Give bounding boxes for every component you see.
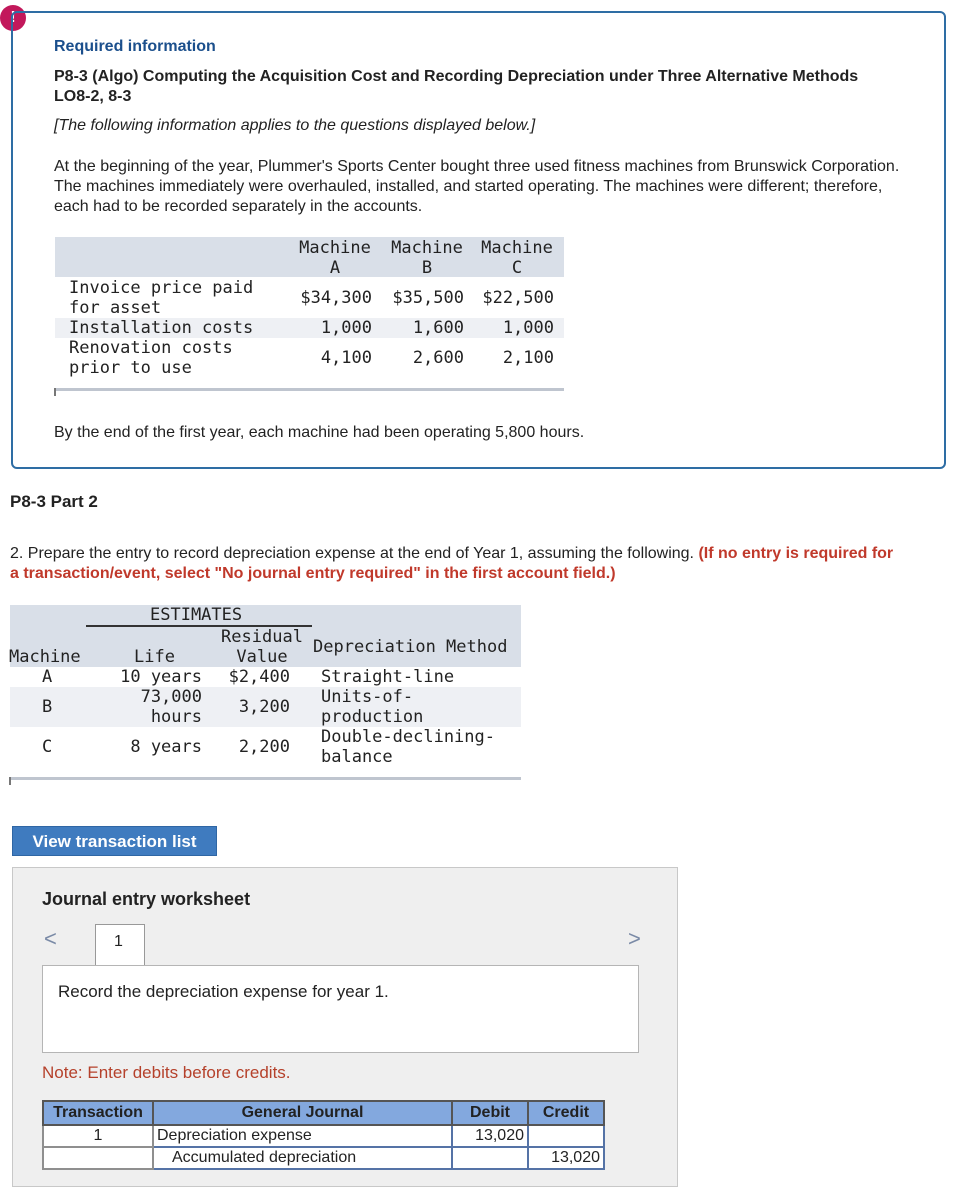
est-machine-b: B: [42, 697, 53, 717]
worksheet-title: Journal entry worksheet: [42, 889, 251, 909]
problem-title: P8-3 (Algo) Computing the Acquisition Cost and Recording Depreciation under Three Alternative Methods LO8-2, 8-3: [54, 68, 859, 105]
cost-table-bottom-tick: [54, 388, 56, 396]
header-residual-value: Residual Value: [221, 627, 303, 667]
row-label-renovation: Renovation costs prior to use: [69, 338, 233, 378]
cell-invoice-c: $22,500: [482, 288, 554, 308]
table-row: [43, 1125, 604, 1147]
journal-table: [42, 1100, 605, 1170]
est-machine-c: C: [42, 737, 53, 757]
header-debit: Debit: [452, 1101, 528, 1125]
view-transaction-list-button[interactable]: View transaction list: [12, 826, 217, 856]
question-prompt: 2. Prepare the entry to record depreciation expense at the end of Year 1, assuming the following.: [10, 545, 694, 562]
record-instruction-text: Record the depreciation expense for year 1.: [58, 982, 389, 1001]
col-machine-b: Machine B: [391, 238, 463, 278]
header-transaction: Transaction: [43, 1101, 153, 1125]
cell-renov-c: 2,100: [502, 348, 554, 368]
header-machine: Machine: [9, 647, 81, 667]
cell-invoice-b: $35,500: [392, 288, 464, 308]
est-life-a: 10 years: [120, 667, 202, 687]
cell-renov-a: 4,100: [320, 348, 372, 368]
header-life: Life: [134, 647, 175, 667]
est-machine-a: A: [42, 667, 53, 687]
cost-table-bottom-rule: [55, 388, 564, 391]
cell-install-b: 1,600: [412, 318, 464, 338]
question-instruction: (If no entry is required for a transaction/event, select "No journal entry required" in the first account field.): [10, 545, 894, 582]
estimates-bottom-tick: [9, 777, 11, 785]
record-instruction-box: [42, 965, 639, 1053]
header-general-journal: General Journal: [153, 1101, 452, 1125]
header-credit: Credit: [528, 1101, 604, 1125]
cell-install-c: 1,000: [502, 318, 554, 338]
chevron-right-icon[interactable]: >: [628, 926, 641, 951]
chevron-left-icon[interactable]: <: [44, 926, 57, 951]
est-life-b: 73,000 hours: [140, 687, 202, 727]
cell-install-a: 1,000: [320, 318, 372, 338]
debit-field[interactable]: 13,020: [452, 1125, 528, 1147]
scenario-text: At the beginning of the year, Plummer's Sports Center bought three used fitness machines from Brunswick Corporation. The machines immediately were overhauled, installed, and started operating. The machines were different; therefore, each had to be recorded separately in the accounts.: [54, 158, 900, 215]
header-depreciation-method: Depreciation Method: [313, 637, 508, 657]
debits-note: Note: Enter debits before credits.: [42, 1063, 291, 1082]
worksheet-page-tab[interactable]: 1: [95, 924, 145, 965]
estimates-bottom-rule: [10, 777, 521, 780]
credit-field[interactable]: [528, 1125, 604, 1147]
est-method-a: Straight-line: [321, 667, 455, 687]
est-method-c: Double-declining- balance: [321, 727, 495, 767]
debit-field[interactable]: [452, 1147, 528, 1169]
cell-renov-b: 2,600: [412, 348, 464, 368]
transaction-number: 1: [43, 1125, 153, 1147]
applies-note: [The following information applies to the questions displayed below.]: [54, 117, 536, 134]
cell-invoice-a: $34,300: [300, 288, 372, 308]
alert-icon: !: [0, 5, 26, 31]
est-residual-a: $2,400: [228, 667, 290, 687]
required-info-heading: Required information: [54, 38, 216, 55]
est-residual-c: 2,200: [238, 737, 290, 757]
credit-field[interactable]: 13,020: [528, 1147, 604, 1169]
est-residual-b: 3,200: [238, 697, 290, 717]
row-label-invoice: Invoice price paid for asset: [69, 278, 254, 318]
account-field[interactable]: Accumulated depreciation: [153, 1147, 452, 1169]
journal-header-row: [43, 1101, 604, 1125]
table-row: [43, 1147, 604, 1169]
account-field[interactable]: Depreciation expense: [153, 1125, 452, 1147]
question-text: [10, 544, 900, 584]
est-life-c: 8 years: [130, 737, 202, 757]
col-machine-c: Machine C: [481, 238, 553, 278]
transaction-number: [43, 1147, 153, 1169]
est-method-b: Units-of- production: [321, 687, 424, 727]
part-title: P8-3 Part 2: [10, 492, 98, 511]
estimates-group-header: ESTIMATES: [150, 605, 243, 625]
col-machine-a: Machine A: [299, 238, 371, 278]
row-label-installation: Installation costs: [69, 318, 254, 338]
hours-note: By the end of the first year, each machine had been operating 5,800 hours.: [54, 424, 585, 441]
